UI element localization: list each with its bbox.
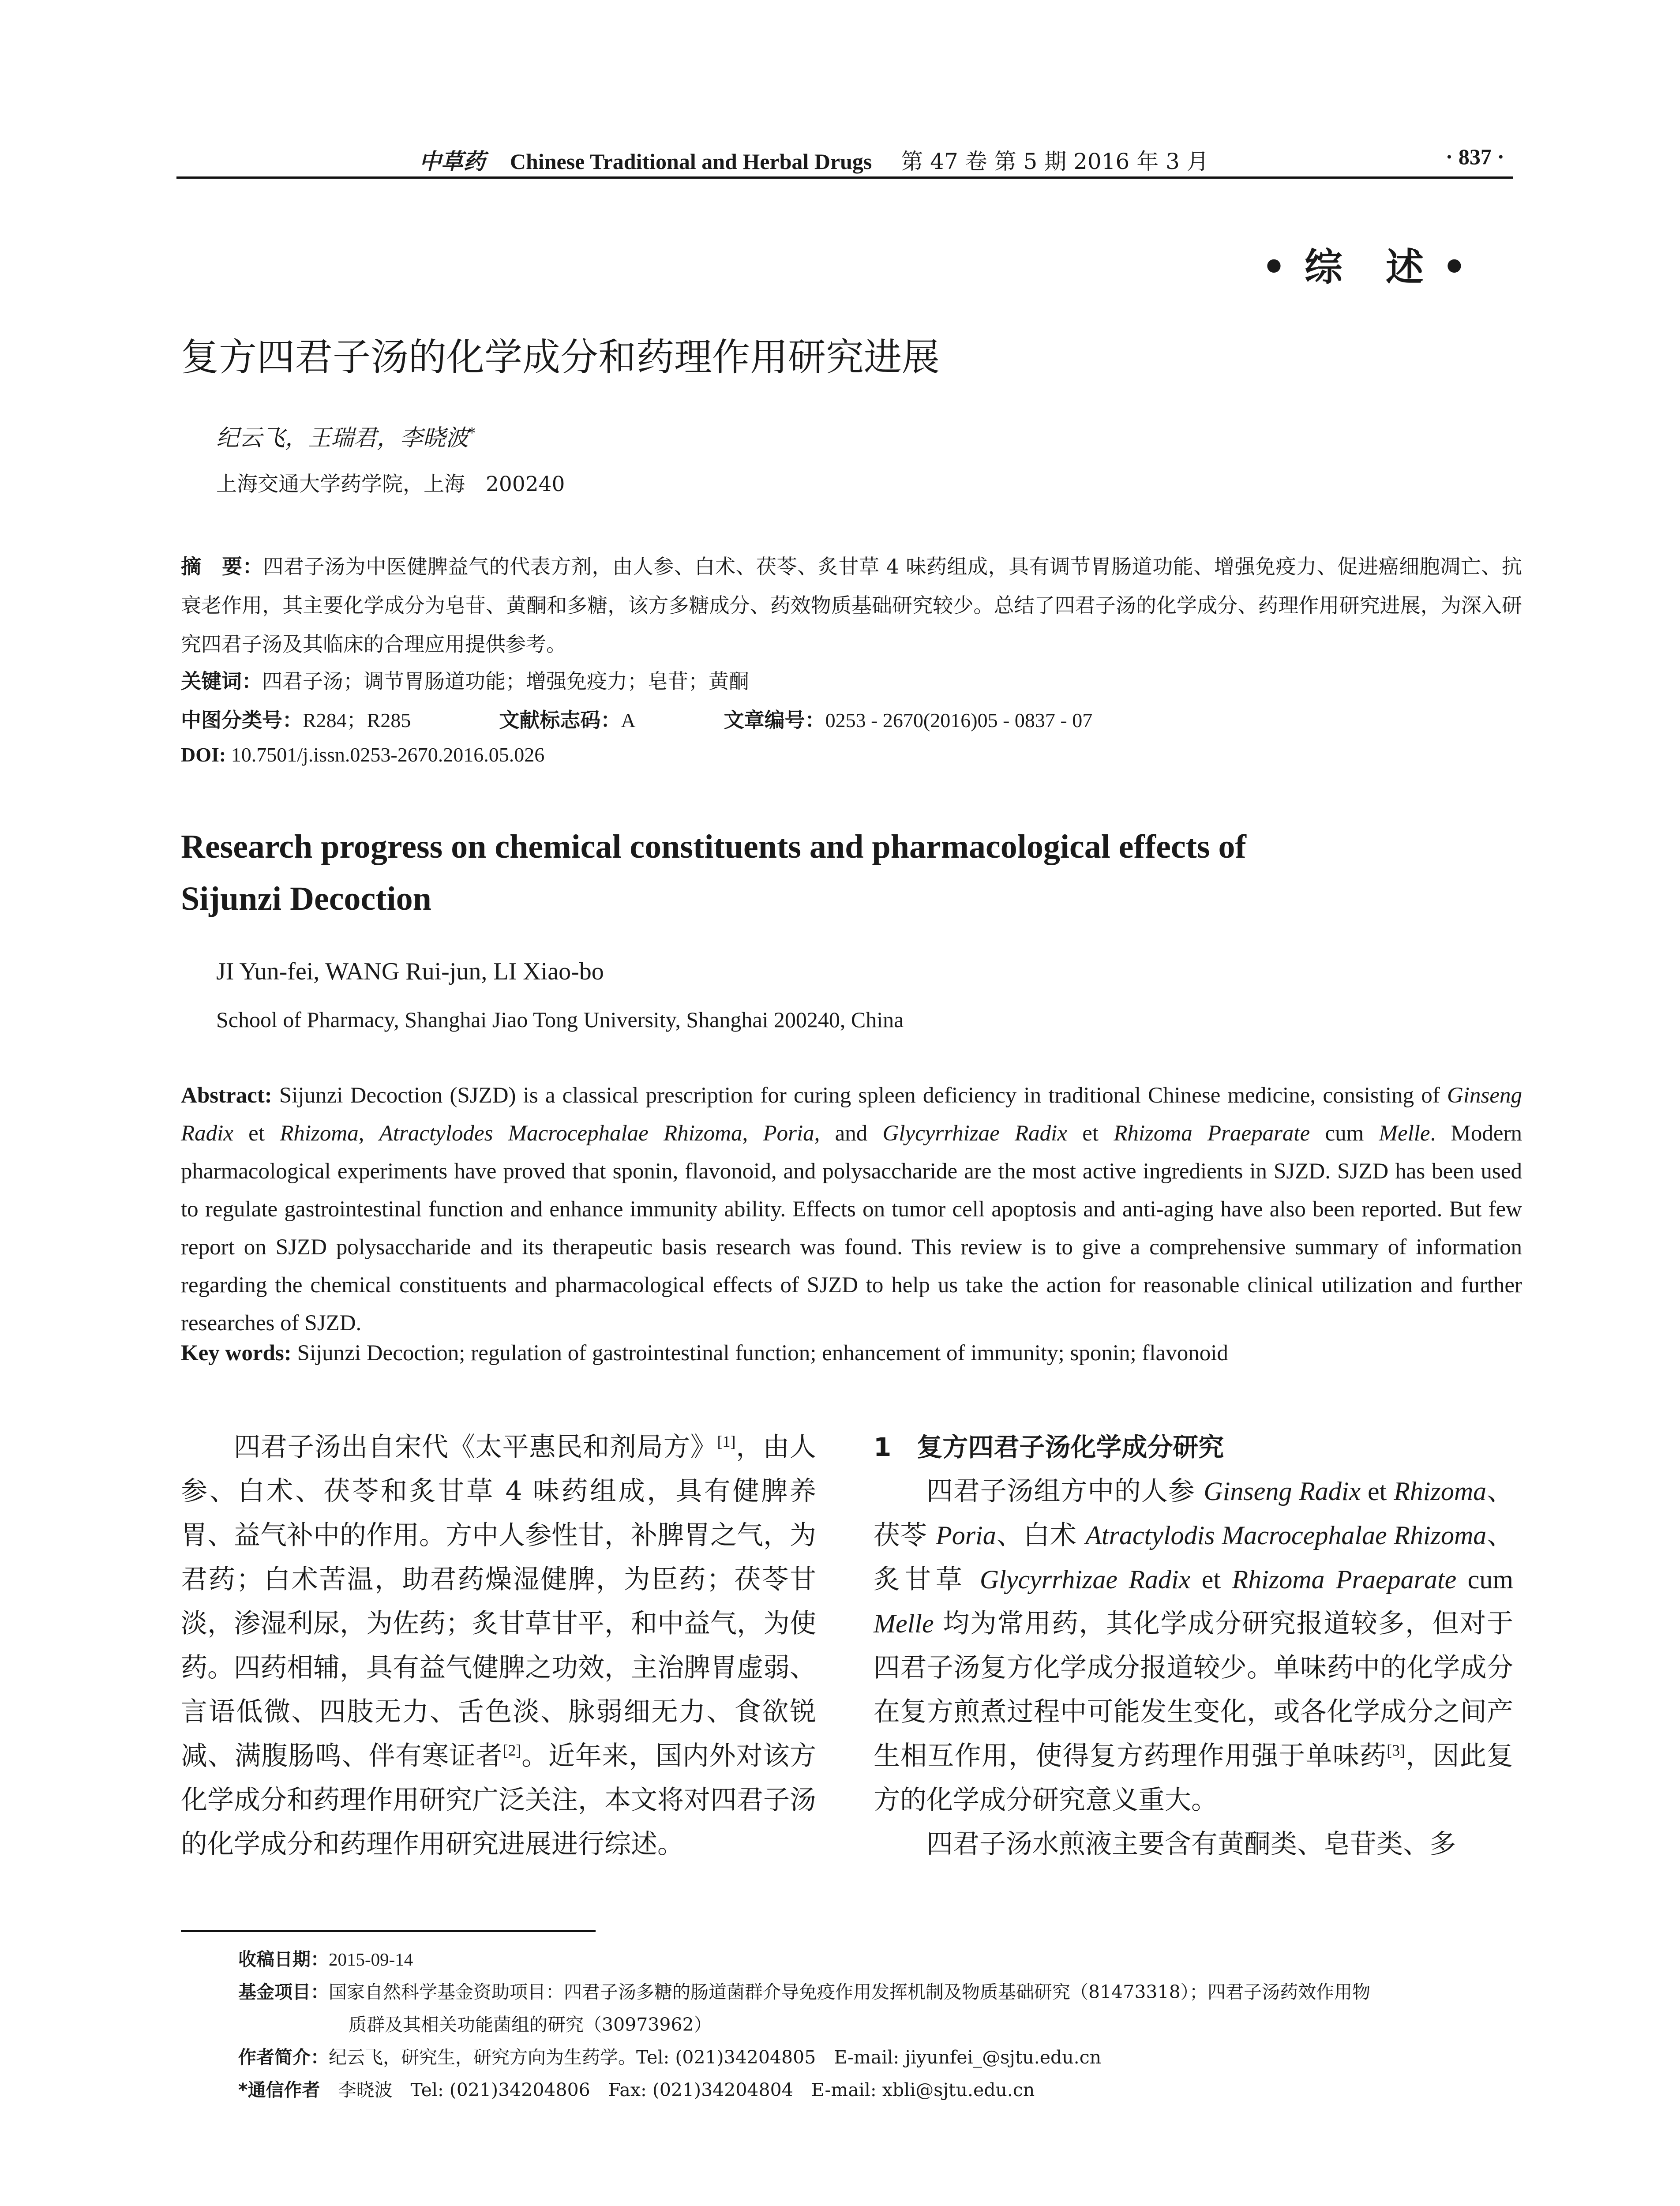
- title-en: [181, 821, 1504, 925]
- section-paragraph: [874, 1469, 1513, 1822]
- species-name: Rhizoma: [280, 1121, 359, 1146]
- classification-line: [181, 704, 1092, 733]
- abstract-en-text: cum: [1310, 1121, 1379, 1146]
- clc-value: R284；R285: [303, 709, 411, 732]
- keywords-zh: [181, 665, 749, 694]
- received-label: 收稿日期：: [238, 1949, 329, 1970]
- abstract-en: [181, 1077, 1522, 1342]
- fund-label: 基金项目：: [238, 1981, 329, 2003]
- abstract-en-text: , and: [814, 1121, 883, 1146]
- doi-line: [181, 743, 544, 766]
- authors-zh-names: 纪云飞，王瑞君，李晓波: [216, 425, 469, 451]
- affiliation-en: School of Pharmacy, Shanghai Jiao Tong University, Shanghai 200240, China: [216, 1007, 904, 1032]
- body-text: 、炙甘草: [874, 1520, 1514, 1595]
- body-text: cum: [1456, 1565, 1513, 1594]
- intro-paragraph: [181, 1425, 816, 1866]
- keywords-en: [181, 1340, 1522, 1366]
- journal-logo: 中草药: [419, 148, 485, 174]
- abstract-zh-text: 四君子汤为中医健脾益气的代表方剂，由人参、白术、茯苓、炙甘草 4 味药组成，具有调节胃肠道功能、增强免疫力、促进癌细胞凋亡、抗衰老作用，其主要化学成分为皂苷、黄酮和多糖，该方多糖成分、药效物质基础研究较少。总结了四君子汤的化学成分、药理作用研究进展，为深入研究四君子汤及其临床的合理应用提供参考。: [181, 555, 1522, 656]
- body-text: ，因此复方的化学成分研究意义重大。: [874, 1741, 1514, 1816]
- doc-code-label: 文献标志码：: [499, 708, 621, 732]
- title-en-line2: Sijunzi Decoction: [181, 880, 431, 917]
- species-name: Melle: [874, 1609, 934, 1638]
- footnote-funding: [238, 1976, 1513, 2041]
- abstract-en-text: ,: [742, 1121, 763, 1146]
- footnote-received: [238, 1943, 1513, 1976]
- body-text: et: [1190, 1565, 1232, 1594]
- header-rule: [176, 176, 1513, 179]
- abstract-en-text: et: [1067, 1121, 1114, 1146]
- fund-text-cont: 质群及其相关功能菌组的研究（30973962）: [349, 2014, 712, 2035]
- species-name: Ginseng Radix: [181, 1083, 1522, 1146]
- body-text: et: [1361, 1477, 1394, 1506]
- keywords-en-text: Sijunzi Decoction; regulation of gastrointestinal function; enhancement of immunity; sponin; flavonoid: [291, 1341, 1228, 1366]
- abstract-en-text: ,: [358, 1121, 379, 1146]
- page-number: · 837 ·: [1445, 144, 1504, 169]
- citation-ref[interactable]: [3]: [1387, 1741, 1406, 1759]
- species-name: Ginseng Radix: [1204, 1477, 1361, 1506]
- body-text: 、白术: [996, 1520, 1086, 1551]
- keywords-zh-text: 四君子汤；调节胃肠道功能；增强免疫力；皂苷；黄酮: [262, 669, 749, 693]
- species-name: Glycyrrhizae Radix: [979, 1565, 1191, 1594]
- author-info: 纪云飞，研究生，研究方向为生药学。Tel: (021)34204805 E-mail: jiyunfei_@sjtu.edu.cn: [329, 2047, 1102, 2068]
- citation-ref[interactable]: [1]: [717, 1433, 736, 1450]
- species-name: Rhizoma Praeparate: [1232, 1565, 1457, 1594]
- species-name: Glycyrrhizae Radix: [882, 1121, 1067, 1146]
- doi-value[interactable]: 10.7501/j.issn.0253-2670.2016.05.026: [231, 743, 545, 766]
- footnote-corresponding: [238, 2074, 1513, 2106]
- body-column-left: [181, 1425, 816, 1866]
- journal-line: [419, 144, 1209, 176]
- abstract-zh: [181, 547, 1522, 664]
- abstract-en-text: Sijunzi Decoction (SJZD) is a classical prescription for curing spleen deficiency in traditional Chinese medicine, consisting of: [272, 1083, 1448, 1108]
- title-en-line1: Research progress on chemical constituents and pharmacological effects of: [181, 828, 1246, 865]
- journal-name-en: Chinese Traditional and Herbal Drugs: [510, 149, 872, 174]
- abstract-en-text: et: [233, 1121, 280, 1146]
- doi-label: DOI:: [181, 743, 226, 766]
- authors-en: JI Yun-fei, WANG Rui-jun, LI Xiao-bo: [216, 958, 604, 985]
- article-id-label: 文章编号：: [724, 708, 825, 732]
- species-name: Poria: [763, 1121, 814, 1146]
- species-name: Atractylodis Macrocephalae Rhizoma: [1085, 1521, 1487, 1550]
- section-heading: 1 复方四君子汤化学成分研究: [874, 1432, 1224, 1462]
- authors-zh: [216, 419, 476, 452]
- issue-info: 第 47 卷 第 5 期 2016 年 3 月: [901, 149, 1209, 174]
- author-label: 作者简介：: [238, 2047, 329, 2068]
- species-name: Rhizoma Praeparate: [1114, 1121, 1310, 1146]
- body-text: 四君子汤组方中的人参: [926, 1476, 1204, 1507]
- keywords-zh-label: 关键词：: [181, 669, 262, 693]
- footnote-rule: [181, 1930, 596, 1932]
- body-column-right: [874, 1425, 1513, 1866]
- footnote-author: [238, 2041, 1513, 2074]
- received-date: 2015-09-14: [329, 1949, 413, 1970]
- fund-text: 国家自然科学基金资助项目：四君子汤多糖的肠道菌群介导免疫作用发挥机制及物质基础研究（81473318）；四君子汤药效作用物: [329, 1981, 1371, 2003]
- affiliation-zh: 上海交通大学药学院，上海 200240: [216, 472, 565, 496]
- article-id-value: 0253 - 2670(2016)05 - 0837 - 07: [825, 709, 1093, 732]
- title-zh: 复方四君子汤的化学成分和药理作用研究进展: [181, 335, 940, 379]
- body-text: ，由人参、白术、茯苓和炙甘草 4 味药组成，具有健脾养胃、益气补中的作用。方中人参性甘，补脾胃之气，为君药；白术苦温，助君药燥湿健脾，为臣药；茯苓甘淡，渗湿利尿，为佐药；炙甘草甘平，和中益气，为使药。四药相辅，具有益气健脾之功效，主治脾胃虚弱、言语低微、四肢无力、舌色淡、脉弱细无力、食欲锐减、满腹肠鸣、伴有寒证者: [181, 1432, 817, 1771]
- species-name: Atractylodes Macrocephalae Rhizoma: [379, 1121, 742, 1146]
- corresponding-label: *通信作者: [238, 2079, 320, 2101]
- abstract-zh-label: 摘 要：: [181, 555, 263, 578]
- keywords-en-label: Key words:: [181, 1341, 292, 1366]
- running-header: [176, 140, 1513, 181]
- body-text: 、茯苓: [874, 1476, 1514, 1551]
- abstract-en-label: Abstract:: [181, 1083, 272, 1108]
- body-text: 均为常用药，其化学成分研究报道较多，但对于四君子汤复方化学成分报道较少。单味药中的化学成分在复方煎煮过程中可能发生变化，或各化学成分之间产生相互作用，使得复方药理作用强于单味药: [874, 1608, 1513, 1771]
- species-name: Melle: [1379, 1121, 1430, 1146]
- corresponding-mark: *: [469, 425, 476, 441]
- species-name: Poria: [936, 1521, 996, 1550]
- species-name: Rhizoma: [1394, 1477, 1487, 1506]
- citation-ref[interactable]: [2]: [502, 1741, 521, 1759]
- corresponding-info: 李晓波 Tel: (021)34204806 Fax: (021)34204804 E-mail: xbli@sjtu.edu.cn: [320, 2079, 1035, 2101]
- doc-code-value: A: [621, 709, 636, 732]
- body-text: 。近年来，国内外对该方化学成分和药理作用研究广泛关注，本文将对四君子汤的化学成分和药理作用研究进展进行综述。: [181, 1741, 817, 1860]
- section-tag: • 综 述 •: [1262, 245, 1469, 289]
- abstract-en-text: . Modern pharmacological experiments have proved that sponin, flavonoid, and polysaccharide are the most active ingredients in SJZD. SJZD has been used to regulate gastrointestinal function and enhance immunity ability. Effects on tumor cell apoptosis and anti-aging have also been reported. But few report on SJZD polysaccharide and its therapeutic basis research was found. This review is to give a comprehensive summary of information regarding the chemical constituents and pharmacological effects of SJZD to help us take the action for reasonable clinical utilization and further researches of SJZD.: [181, 1121, 1522, 1336]
- clc-label: 中图分类号：: [181, 708, 303, 732]
- section-paragraph: 四君子汤水煎液主要含有黄酮类、皂苷类、多: [926, 1829, 1456, 1860]
- body-text: 四君子汤出自宋代《太平惠民和剂局方》: [234, 1432, 717, 1463]
